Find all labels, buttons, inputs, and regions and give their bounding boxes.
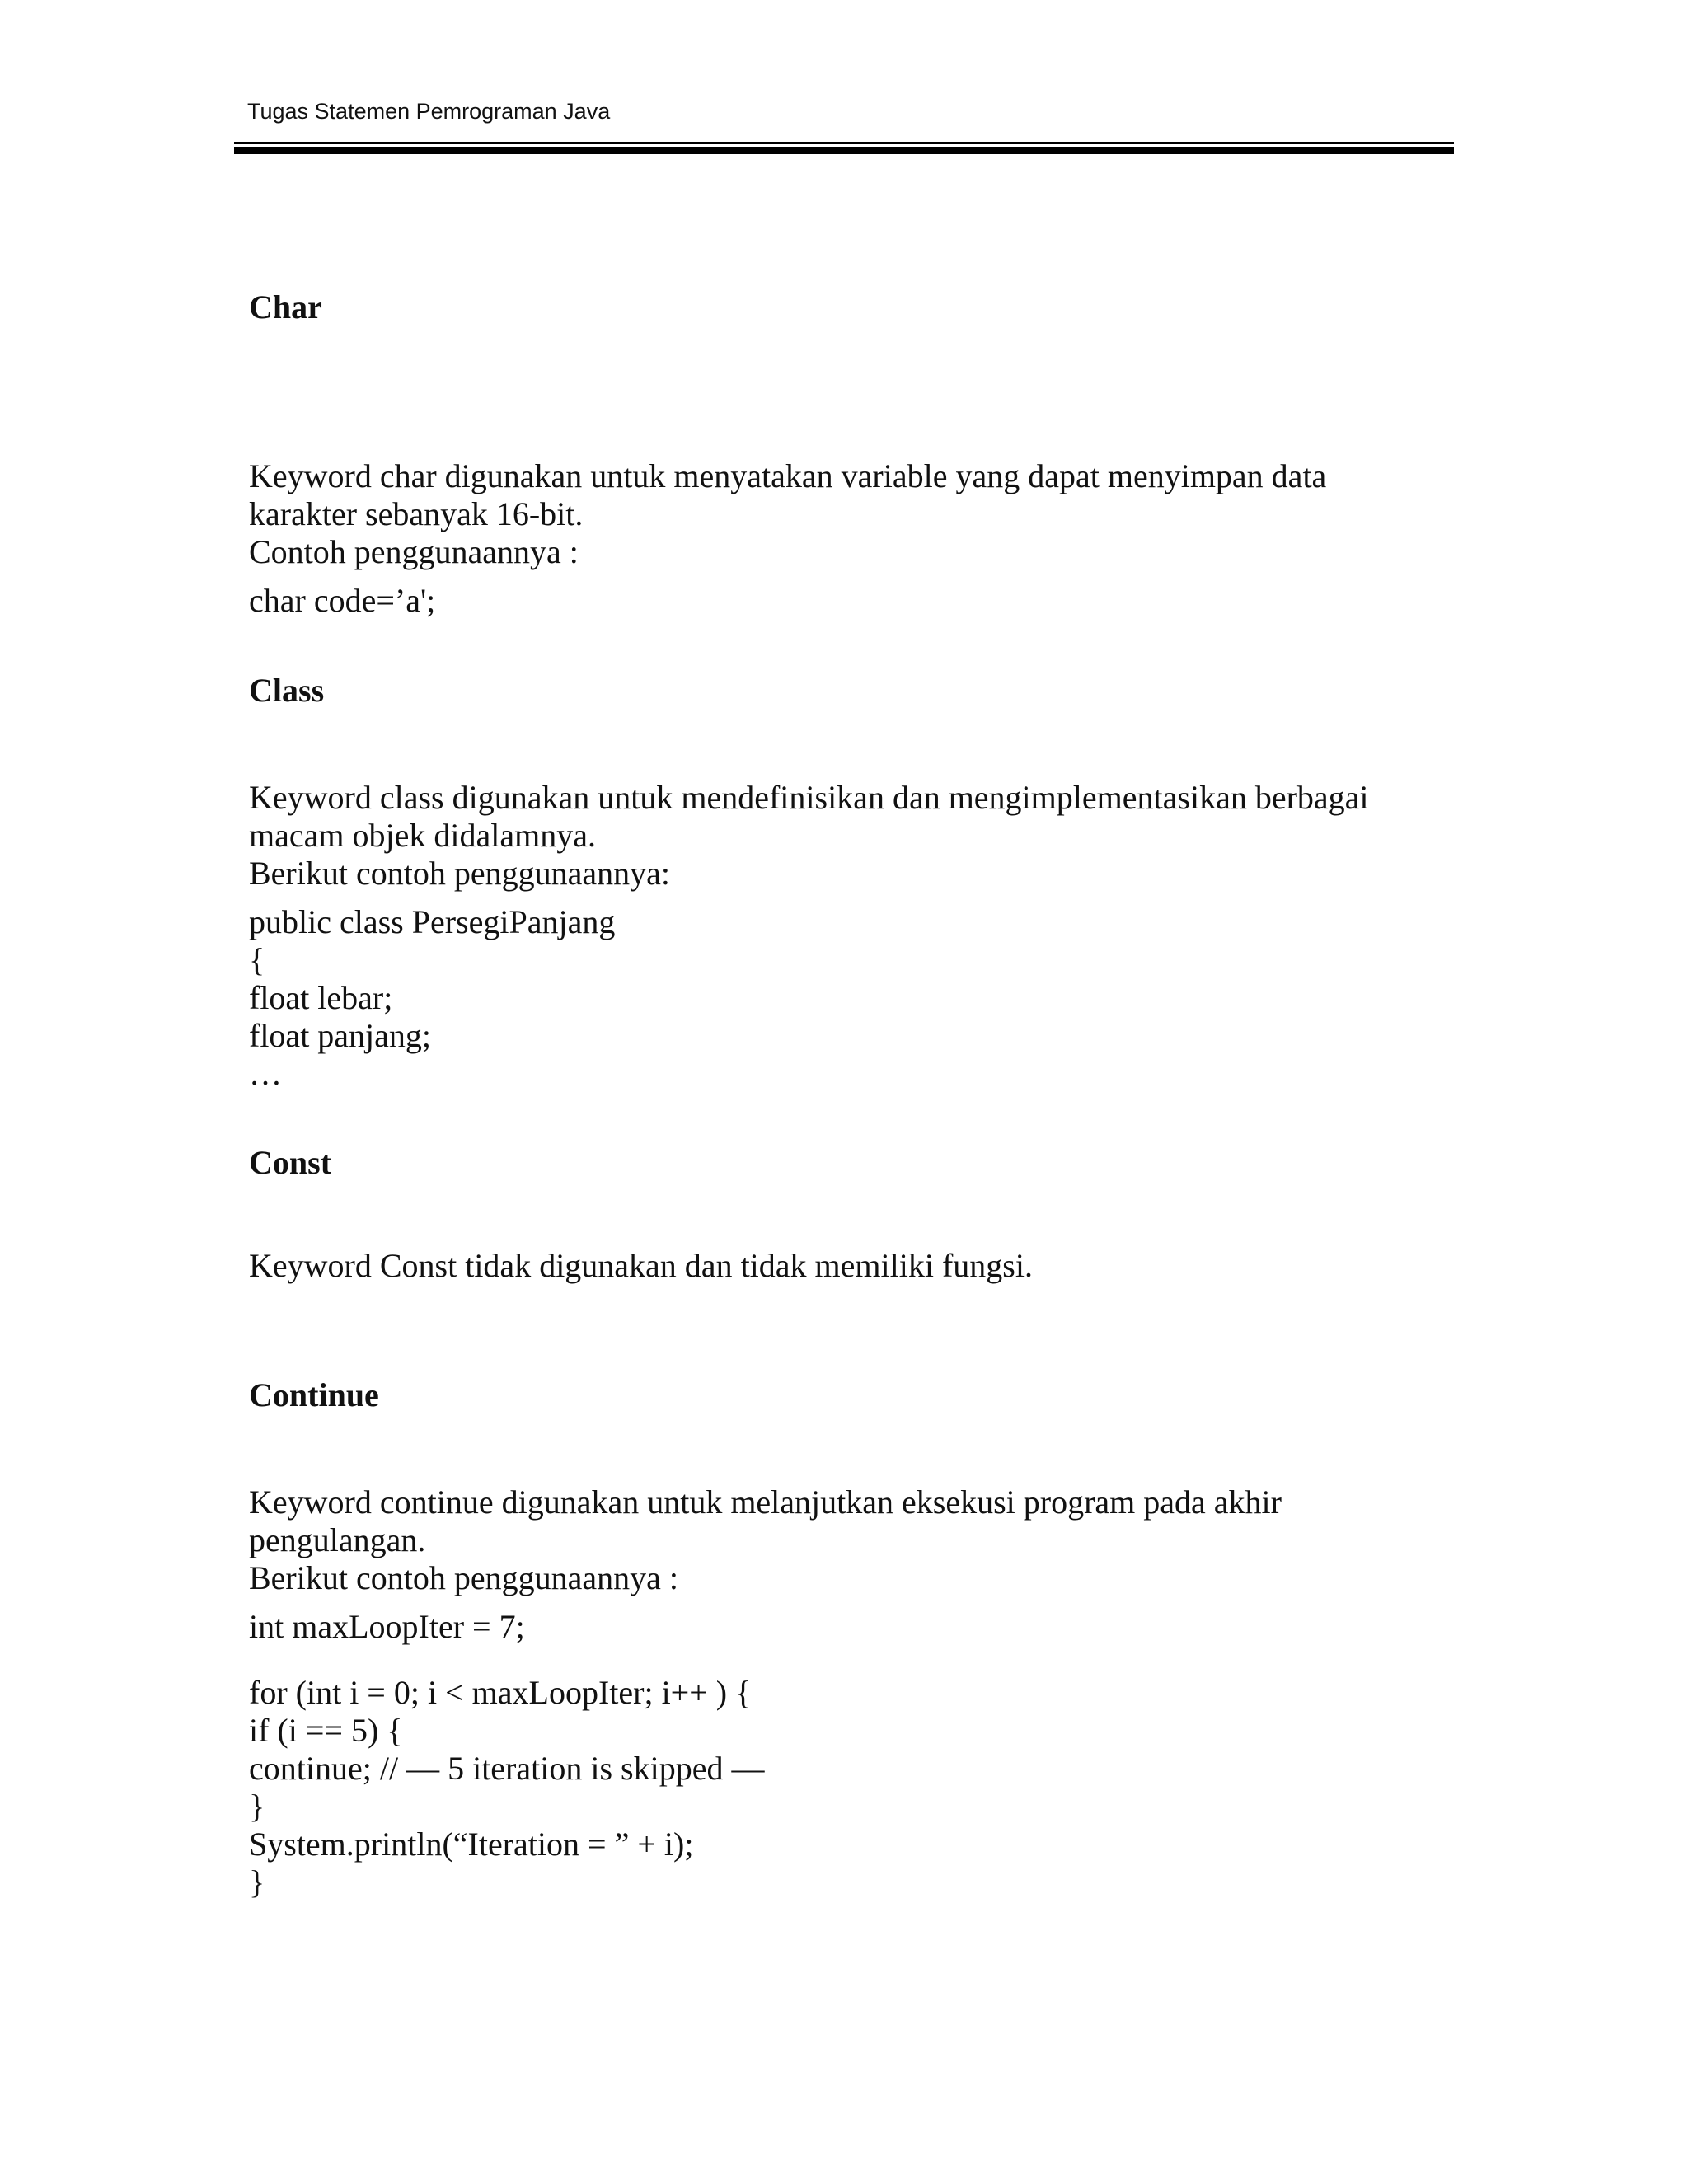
code-line: float lebar; [249, 979, 393, 1016]
description-line: Keyword char digunakan untuk menyatakan variable yang dapat menyimpan data [249, 457, 1327, 494]
description-line: Keyword class digunakan untuk mendefinisikan dan mengimplementasikan berbagai [249, 779, 1369, 816]
description-line: Keyword Const tidak digunakan dan tidak memiliki fungsi. [249, 1247, 1033, 1284]
code-example-char [249, 582, 435, 620]
description-line: Berikut contoh penggunaannya : [249, 1559, 678, 1596]
page-header-title: Tugas Statemen Pemrograman Java [247, 99, 611, 124]
description-line: karakter sebanyak 16-bit. [249, 495, 584, 532]
section-description-class [249, 779, 1369, 893]
section-heading-char: Char [249, 288, 322, 326]
header-rule-thin [234, 142, 1454, 144]
code-line: System.println(“Iteration = ” + i); [249, 1825, 694, 1863]
section-description-const [249, 1247, 1033, 1285]
section-description-char [249, 457, 1326, 571]
description-line: macam objek didalamnya. [249, 817, 596, 854]
code-line: … [249, 1055, 282, 1092]
code-example-continue-declaration [249, 1608, 525, 1646]
code-line: float panjang; [249, 1017, 432, 1054]
code-example-continue-loop [249, 1674, 764, 1901]
code-line: public class PersegiPanjang [249, 903, 616, 940]
code-line: } [249, 1863, 265, 1900]
code-line: { [249, 941, 265, 978]
code-line: int maxLoopIter = 7; [249, 1608, 525, 1645]
section-heading-const: Const [249, 1144, 332, 1181]
code-line: } [249, 1788, 265, 1825]
code-line: char code=’a'; [249, 582, 436, 619]
code-line: continue; // — 5 iteration is skipped — [249, 1750, 765, 1787]
section-description-continue [249, 1483, 1282, 1597]
description-line: Keyword continue digunakan untuk melanjutkan eksekusi program pada akhir [249, 1483, 1282, 1521]
code-example-class [249, 903, 615, 1093]
code-line: if (i == 5) { [249, 1712, 403, 1749]
header-rule-thick [234, 147, 1454, 154]
description-line: pengulangan. [249, 1521, 426, 1558]
section-heading-continue: Continue [249, 1376, 379, 1413]
section-heading-class: Class [249, 672, 325, 709]
description-line: Contoh penggunaannya : [249, 533, 579, 570]
code-line: for (int i = 0; i < maxLoopIter; i++ ) { [249, 1674, 752, 1711]
description-line: Berikut contoh penggunaannya: [249, 855, 670, 892]
